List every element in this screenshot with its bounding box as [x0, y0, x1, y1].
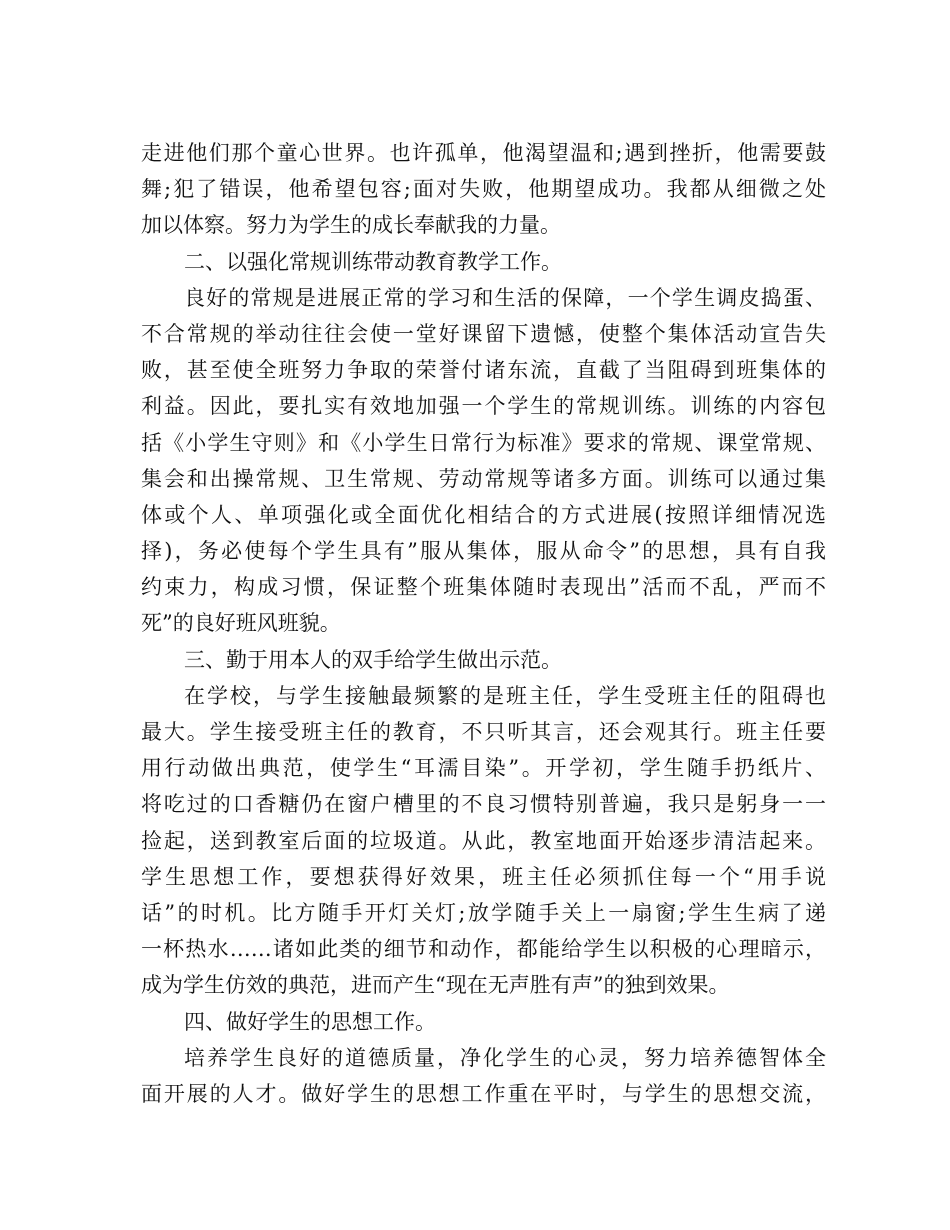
text-line: 择)，务必使每个学生具有”服从集体，服从命令”的思想，具有自我	[141, 539, 826, 564]
text-line: 四、做好学生的思想工作。	[184, 1009, 436, 1034]
text-line: 一杯热水……诸如此类的细节和动作，都能给学生以积极的心理暗示，	[141, 937, 826, 962]
text-line: 二、以强化常规训练带动教育教学工作。	[184, 249, 562, 274]
text-line: 在学校，与学生接触最频繁的是班主任，学生受班主任的阻碍也	[184, 683, 826, 708]
text-line: 败，甚至使全班努力争取的荣誉付诸东流，直截了当阻碍到班集体的	[141, 358, 826, 383]
text-line: 将吃过的口香糖仍在窗户槽里的不良习惯特别普遍，我只是躬身一一	[141, 792, 826, 817]
text-line: 捡起，送到教室后面的垃圾道。从此，教室地面开始逐步清洁起来。	[141, 828, 826, 853]
text-line: 最大。学生接受班主任的教育，不只听其言，还会观其行。班主任要	[141, 720, 826, 744]
text-line: 三、勤于用本人的双手给学生做出示范。	[184, 647, 562, 672]
text-line: 利益。因此，要扎实有效地加强一个学生的常规训练。训练的内容包	[141, 394, 826, 419]
text-line: 加以体察。努力为学生的成长奉献我的力量。	[141, 213, 561, 238]
text-line: 学生思想工作，要想获得好效果，班主任必须抓住每一个“用手说	[141, 864, 826, 889]
text-line: 舞;犯了错误，他希望包容;面对失败，他期望成功。我都从细微之处	[141, 177, 826, 202]
text-line: 培养学生良好的道德质量，净化学生的心灵，努力培养德智体全	[184, 1045, 826, 1070]
text-line: 走进他们那个童心世界。也许孤单，他渴望温和;遇到挫折，他需要鼓	[141, 141, 826, 165]
text-line: 话”的时机。比方随手开灯关灯;放学随手关上一扇窗;学生生病了递	[141, 900, 826, 925]
text-line: 死”的良好班风班貌。	[141, 611, 341, 636]
text-line: 括《小学生守则》和《小学生日常行为标准》要求的常规、课堂常规、	[141, 430, 826, 455]
text-line: 集会和出操常规、卫生常规、劳动常规等诸多方面。训练可以通过集	[141, 466, 826, 491]
text-line: 成为学生仿效的典范，进而产生“现在无声胜有声”的独到效果。	[141, 973, 730, 998]
text-line: 不合常规的举动往往会使一堂好课留下遗憾，使整个集体活动宣告失	[141, 321, 826, 346]
text-line: 约束力，构成习惯，保证整个班集体随时表现出”活而不乱，严而不	[141, 575, 826, 600]
text-line: 体或个人、单项强化或全面优化相结合的方式进展(按照详细情况选	[141, 502, 826, 527]
text-line: 用行动做出典范，使学生“耳濡目染”。开学初，学生随手扔纸片、	[141, 756, 826, 781]
document-body-text	[141, 135, 826, 1112]
text-line: 面开展的人才。做好学生的思想工作重在平时，与学生的思想交流，	[141, 1081, 826, 1106]
text-line: 良好的常规是进展正常的学习和生活的保障，一个学生调皮捣蛋、	[184, 285, 826, 310]
